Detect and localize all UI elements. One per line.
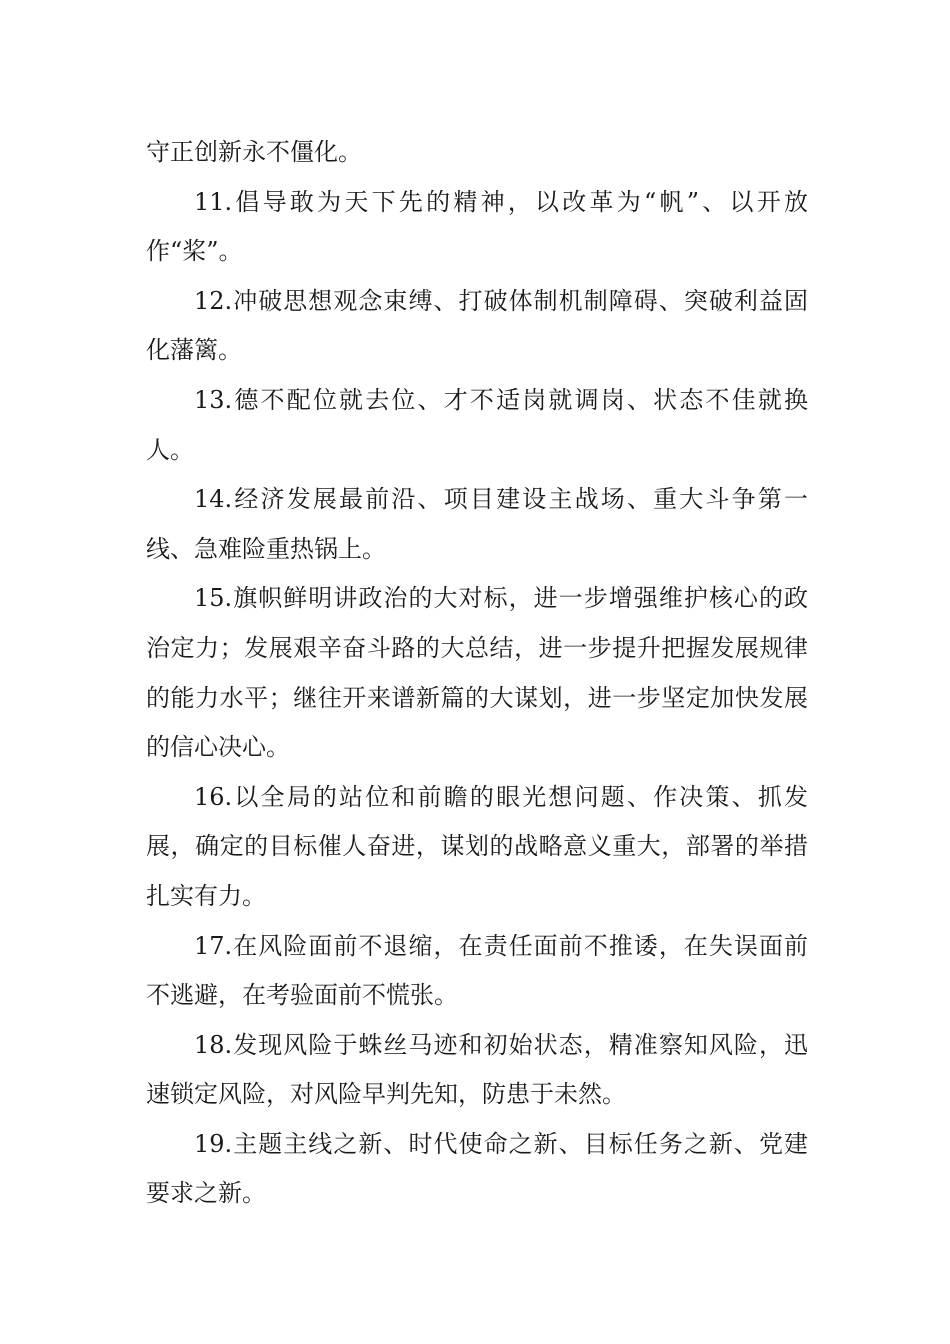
paragraph-item-15: 15.旗帜鲜明讲政治的大对标，进一步增强维护核心的政治定力；发展艰辛奋斗路的大总结，进一步提升把握发展规律的能力水平；继往开来谱新篇的大谋划，进一步坚定加快发展的信心决心。 [146, 584, 808, 762]
paragraph-item-14: 14.经济发展最前沿、项目建设主战场、重大斗争第一线、急难险重热锅上。 [146, 485, 808, 563]
paragraph-item-12: 12.冲破思想观念束缚、打破体制机制障碍、突破利益固化藩篱。 [146, 286, 808, 365]
paragraph-continuation: 守正创新永不僵化。 [146, 138, 362, 166]
paragraph-item-11: 11.倡导敢为天下先的精神，以改革为“帆”、以开放作“桨”。 [146, 187, 808, 266]
document-body [146, 128, 808, 1219]
paragraph-item-18: 18.发现风险于蛛丝马迹和初始状态，精准察知风险，迅速锁定风险，对风险早判先知，防患于未然。 [146, 1030, 808, 1109]
paragraph-item-16: 16.以全局的站位和前瞻的眼光想问题、作决策、抓发展，确定的目标催人奋进，谋划的战略意义重大，部署的举措扎实有力。 [146, 782, 808, 910]
paragraph-item-17: 17.在风险面前不退缩，在责任面前不推诿，在失误面前不逃避，在考验面前不慌张。 [146, 931, 808, 1010]
paragraph-item-19: 19.主题主线之新、时代使命之新、目标任务之新、党建要求之新。 [146, 1129, 808, 1208]
paragraph-item-13: 13.德不配位就去位、才不适岗就调岗、状态不佳就换人。 [146, 385, 808, 464]
